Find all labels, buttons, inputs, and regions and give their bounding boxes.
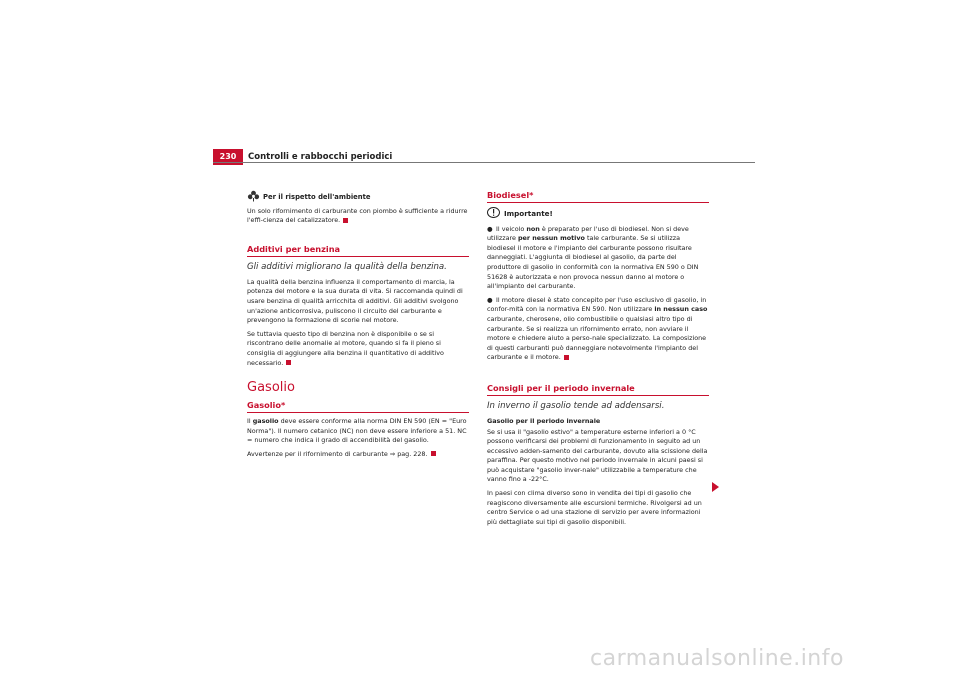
bullet-biodiesel-1: ● Il veicolo non è preparato per l'uso di biodiesel. Non si deve utilizzare per nessun motivo tale carburante. Se si utilizza biodiesel il motore e l'impianto del carburante possono risultare danneggiati. L'aggiunta di biodiesel al gasolio, da parte del produttore di gasolio in conformità con la normativa EN 590 o DIN 51628 è autorizzata e non provoca nessun danno al motore o all'impianto del carburante.: [487, 224, 699, 291]
lead-inverno: In inverno il gasolio tende ad addensarsi.: [487, 400, 665, 411]
important-heading-text: Importante!: [504, 209, 553, 218]
header-rule: [213, 162, 755, 163]
bullet-icon: ●: [487, 224, 493, 233]
important-note-heading: [487, 207, 709, 221]
section-end-marker: [431, 451, 436, 456]
lead-additivi: Gli additivi migliorano la qualità della benzina.: [247, 261, 447, 272]
paragraph-inverno-2: In paesi con clima diverso sono in vendita dei tipi di gasolio che reagiscono diversamente alle escursioni termiche. Rivolgersi ad un centro Service o ad una stazione di servizio per avere informazioni più dettagliate sui tipi di gasolio disponibili.: [487, 489, 702, 526]
watermark: carmanualsonline.info: [590, 646, 844, 671]
continue-arrow-icon: [712, 482, 719, 492]
warning-icon: [487, 207, 500, 221]
environment-text: Un solo rifornimento di carburante con piombo è sufficiente a ridurre l'effi-cienza del catalizzatore.: [247, 206, 468, 225]
left-column: [247, 190, 469, 464]
paragraph-gasolio-2: Avvertenze per il rifornimento di carburante ⇒ pag. 228.: [247, 450, 469, 460]
environment-icon: [247, 190, 260, 206]
bullet-biodiesel-2: ● Il motore diesel è stato concepito per l'uso esclusivo di gasolio, in confor-mità con la normativa EN 590. Non utilizzare in nessun caso carburante, cherosene, olio combustibile o qualsiasi altro tipo di carburante. Se si realizza un rifornimento errato, non avviare il motore e chiedere aiuto a perso-nale specializzato. La composizione di questi carburanti può danneggiare notevolmente l'impianto del carburante e il motore.: [487, 295, 708, 362]
running-header: Controlli e rabbocchi periodici: [248, 152, 393, 162]
environment-note-heading: [247, 190, 469, 206]
section-end-marker: [564, 355, 569, 360]
right-column: [487, 190, 709, 531]
paragraph-inverno-1: Se si usa il "gasolio estivo" a temperature esterne inferiori a 0 °C possono verificarsi dei problemi di funzionamento in seguito ad un eccessivo adden-samento del carburante, dovuto alla scissione della paraffina. Per questo motivo nel periodo invernale in alcuni paesi si può acquistare "gasolio inver-nale" utilizzabile a temperature che vanno fino a -22°C.: [487, 427, 708, 484]
section-end-marker: [343, 218, 348, 223]
paragraph-gasolio-1: Il gasolio deve essere conforme alla norma DIN EN 590 (EN = "Euro Norma"). Il numero cetanico (NC) non deve essere inferiore a 51. NC = numero che indica il grado di accendibilità del gasolio.: [247, 417, 467, 445]
heading-additivi: Additivi per benzina: [247, 244, 469, 257]
bullet-icon: ●: [487, 295, 493, 304]
subheading-inverno: Gasolio per il periodo invernale: [487, 416, 601, 425]
section-end-marker: [286, 360, 291, 365]
paragraph-additivi-1: La qualità della benzina influenza il comportamento di marcia, la potenza del motore e la sua durata di vita. Si raccomanda quindi di usare benzina di qualità arricchita di additivi. Gli additivi svolgono un'azione anticorrosiva, puliscono il circuito del carburante e prevengono la formazione di scorie nel motore.: [247, 277, 463, 325]
heading-gasolio: Gasolio*: [247, 400, 469, 413]
heading-inverno: Consigli per il periodo invernale: [487, 383, 709, 396]
paragraph-additivi-2: Se tuttavia questo tipo di benzina non è disponibile o se si riscontrano delle anomalie al motore, quando si fa il pieno si consiglia di aggiungere alla benzina il quantitativo di additivo necessario.: [247, 329, 444, 367]
environment-heading-text: Per il rispetto dell'ambiente: [263, 193, 371, 201]
page-number: 230: [213, 149, 243, 165]
heading-biodiesel: Biodiesel*: [487, 190, 709, 203]
section-title-gasolio: Gasolio: [247, 380, 295, 396]
